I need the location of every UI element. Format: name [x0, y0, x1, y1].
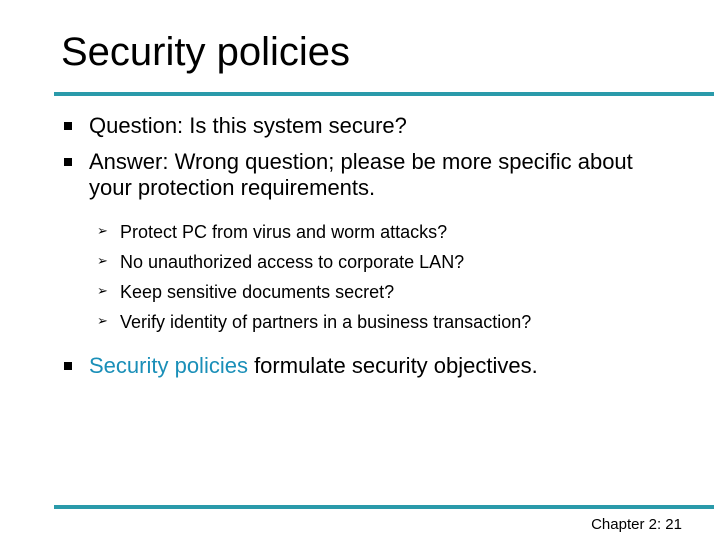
bullet-text: Answer: Wrong question; please be more specific about your protection requirements.	[89, 149, 633, 200]
sub-bullet-text: Protect PC from virus and worm attacks?	[120, 222, 448, 242]
square-bullet-icon	[64, 122, 72, 130]
footer-divider	[54, 505, 714, 509]
highlighted-term: Security policies	[89, 353, 248, 378]
sub-bullet-text: Verify identity of partners in a business transaction?	[120, 312, 532, 332]
bullet-text-rest: formulate security objectives.	[247, 353, 538, 378]
sub-bullet-text: Keep sensitive documents secret?	[120, 282, 395, 302]
bullet-text	[89, 353, 679, 379]
sub-bullet-text: No unauthorized access to corporate LAN?	[120, 252, 465, 272]
arrow-bullet-icon: ➢	[97, 314, 108, 329]
slide-title: Security policies	[61, 30, 351, 74]
square-bullet-icon	[64, 158, 72, 166]
arrow-bullet-icon: ➢	[97, 284, 108, 299]
arrow-bullet-icon: ➢	[97, 254, 108, 269]
arrow-bullet-icon: ➢	[97, 224, 108, 239]
slide-footer: Chapter 2: 21	[591, 516, 682, 533]
square-bullet-icon	[64, 362, 72, 370]
title-divider	[54, 92, 714, 96]
bullet-text: Question: Is this system secure?	[89, 113, 407, 138]
